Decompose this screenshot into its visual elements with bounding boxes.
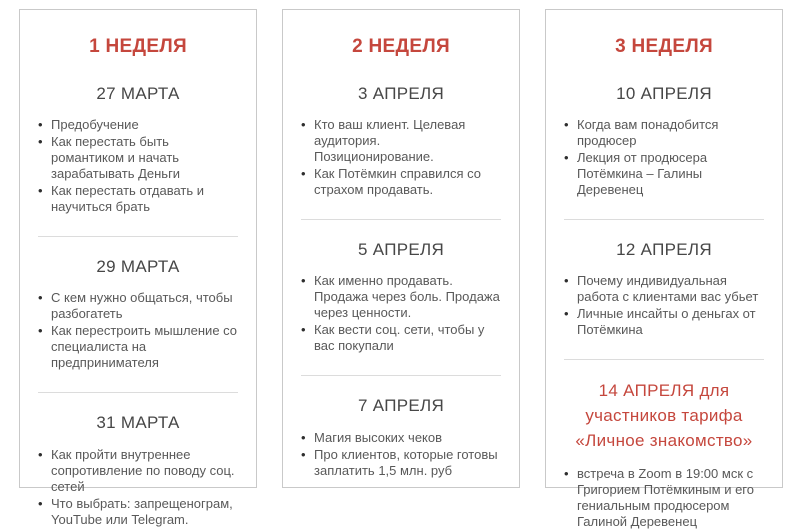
topic-item: • Лекция от продюсера Потёмкина – Галины Деревенец [562, 150, 766, 198]
topic-list [562, 466, 766, 530]
week-card-3 [545, 9, 783, 530]
topic-item: • С кем нужно общаться, чтобы разбогатеть [36, 290, 240, 322]
date-section [562, 239, 766, 338]
topic-item: • встреча в Zoom в 19:00 мск с Григорием Потёмкиным и его гениальным продюсером Галиной Деревенец [562, 466, 766, 530]
topic-list [36, 290, 240, 371]
topic-item: • Как пройти внутреннее сопротивление по поводу соц. сетей [36, 447, 240, 495]
topic-item: • Как Потёмкин справился со страхом продавать. [299, 166, 503, 198]
topic-list [36, 117, 240, 215]
week-title: 2 НЕДЕЛЯ [352, 36, 450, 57]
date-heading: 5 АПРЕЛЯ [357, 240, 445, 260]
topic-item: • Как перестать отдавать и научиться брать [36, 183, 240, 215]
topic-item: • Как перестроить мышление со специалиста на предпринимателя [36, 323, 240, 371]
date-heading: 12 АПРЕЛЯ [616, 240, 712, 260]
date-section [299, 239, 503, 354]
week-sections [36, 83, 240, 528]
week-card-2 [282, 9, 520, 488]
date-heading: 31 МАРТА [96, 413, 180, 433]
section-divider [564, 359, 764, 360]
date-heading: 29 МАРТА [96, 257, 180, 277]
date-section [562, 83, 766, 198]
week-sections [562, 83, 766, 530]
topic-list [562, 117, 766, 198]
date-heading: 3 АПРЕЛЯ [357, 83, 445, 103]
topic-item: • Как вести соц. сети, чтобы у вас покупали [299, 322, 503, 354]
topic-item: • Магия высоких чеков [299, 430, 503, 446]
topic-item: • Личные инсайты о деньгах от Потёмкина [562, 306, 766, 338]
date-heading: 27 МАРТА [96, 83, 180, 103]
date-section [36, 83, 240, 215]
section-divider [38, 236, 238, 237]
date-section [36, 256, 240, 371]
section-divider [301, 219, 501, 220]
week-title: 1 НЕДЕЛЯ [89, 36, 187, 57]
topic-item: • Кто ваш клиент. Целевая аудитория. Позиционирование. [299, 117, 503, 165]
date-section [299, 395, 503, 478]
week-card-1 [19, 9, 257, 527]
topic-item: • Предобучение [36, 117, 240, 133]
topic-list [299, 117, 503, 198]
topic-list [36, 447, 240, 528]
topic-item: • Когда вам понадобится продюсер [562, 117, 766, 149]
date-heading: 7 АПРЕЛЯ [357, 396, 445, 416]
section-divider [301, 375, 501, 376]
date-heading: 10 АПРЕЛЯ [616, 83, 712, 103]
section-divider [564, 219, 764, 220]
topic-list [562, 273, 766, 338]
topic-list [299, 430, 503, 479]
topic-item: • Про клиентов, которые готовы заплатить 1,5 млн. руб [299, 447, 503, 479]
topic-item: • Что выбрать: запрещенограм, YouTube или Telegram. [36, 496, 240, 528]
date-section [299, 83, 503, 198]
topic-list [299, 273, 503, 354]
date-section [36, 412, 240, 527]
topic-item: • Как перестать быть романтиком и начать зарабатывать Деньги [36, 134, 240, 182]
date-heading: 14 АПРЕЛЯ для участников тарифа «Личное знакомство» [575, 381, 753, 450]
week-sections [299, 83, 503, 479]
date-section [562, 379, 766, 530]
topic-item: • Почему индивидуальная работа с клиентами вас убьет [562, 273, 766, 305]
week-title: 3 НЕДЕЛЯ [615, 36, 713, 57]
topic-item: • Как именно продавать. Продажа через боль. Продажа через ценности. [299, 273, 503, 321]
section-divider [38, 392, 238, 393]
